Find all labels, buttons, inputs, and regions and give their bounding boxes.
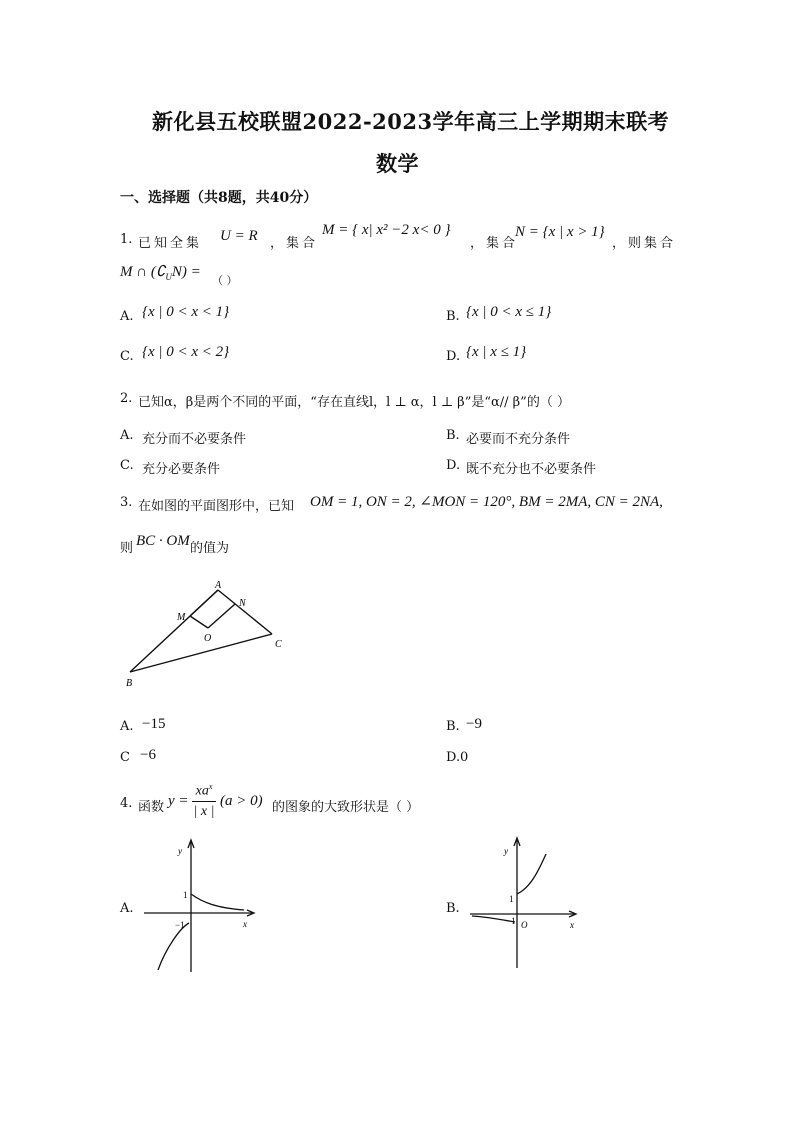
q4-graph-a: [140, 836, 270, 976]
q3-option-c: −6: [140, 747, 156, 763]
q4-number: 4.: [120, 796, 133, 811]
q1-expression: [120, 262, 201, 282]
graph-a-tick-neg1: −1: [175, 920, 185, 930]
q3-option-a-label: A.: [120, 719, 134, 734]
q4-numerator-text: xa: [195, 783, 209, 799]
q3-text-1: 在如图的平面图形中，已知: [138, 499, 295, 514]
graph-a-tick-1: 1: [183, 890, 188, 900]
q4-y-equals: y =: [168, 793, 189, 809]
label-O: O: [204, 633, 212, 644]
q1-option-d: {x | x ≤ 1}: [466, 344, 527, 360]
q1-option-d-label: D.: [446, 349, 461, 364]
q4-numerator: [192, 778, 216, 802]
q3-option-d-label: D.: [446, 750, 461, 765]
q4-graph-b: [466, 836, 596, 976]
q2-option-d: 既不充分也不必要条件: [466, 462, 597, 477]
q3-text-2: 则: [120, 541, 134, 556]
q2-option-a: 充分而不必要条件: [142, 432, 247, 447]
q1-set-N: N = {x | x > 1}: [515, 224, 605, 240]
q1-expr-main: M ∩ (∁: [120, 264, 166, 280]
q2-option-c: 充分必要条件: [142, 462, 221, 477]
graph-a-curve-right: [191, 894, 244, 910]
q3-conditions: OM = 1, ON = 2, ∠MON = 120°, BM = 2MA, CN = 2NA,: [310, 494, 663, 510]
q4-graph-b-label: B.: [446, 901, 460, 916]
q1-option-c: {x | 0 < x < 2}: [142, 344, 230, 360]
q1-number: 1.: [120, 232, 133, 247]
document-title: 新化县五校联盟2022-2023学年高三上学期期末联考: [152, 109, 670, 134]
q3-option-a: −15: [142, 716, 166, 732]
q1-text-4: ，则集合: [612, 236, 677, 251]
q2-option-d-label: D.: [446, 458, 461, 473]
label-M: M: [177, 612, 186, 623]
segment-MO: [190, 616, 208, 628]
graph-b-curve-right: [517, 854, 546, 894]
q1-option-a: {x | 0 < x < 1}: [142, 304, 230, 320]
q1-option-c-label: C.: [120, 349, 134, 364]
q3-triangle-figure: [118, 580, 298, 692]
segment-MA-inner: [190, 590, 218, 616]
q3-number: 3.: [120, 495, 133, 510]
q1-answer-paren: （ ）: [212, 274, 238, 287]
q2-option-b: 必要而不充分条件: [466, 432, 571, 447]
q1-expr-end: N) =: [171, 264, 201, 280]
q2-option-b-label: B.: [446, 428, 460, 443]
label-B: B: [126, 678, 133, 689]
q4-denominator: | x |: [193, 803, 215, 819]
q1-text-3: ，集合: [470, 236, 519, 251]
q2-option-c-label: C.: [120, 458, 134, 473]
q4-numerator-sup: x: [208, 782, 213, 791]
graph-b-tick-neg1: −1: [506, 916, 516, 926]
q1-universal-set: U = R: [220, 228, 258, 244]
q2-number: 2.: [120, 391, 133, 406]
q4-text-2: 的图象的大致形状是（ ）: [272, 800, 420, 815]
q1-text-2: ，集合: [270, 236, 319, 251]
q1-option-b-label: B.: [446, 309, 460, 324]
q4-text-1: 函数: [138, 800, 165, 815]
graph-b-x-label: x: [570, 920, 574, 930]
q3-option-b: −9: [466, 716, 482, 732]
q4-graph-a-label: A.: [120, 901, 134, 916]
subject-title: 数学: [376, 151, 419, 176]
label-C: C: [275, 639, 282, 650]
segment-ON: [208, 604, 235, 628]
q1-option-a-label: A.: [120, 309, 134, 324]
label-A: A: [215, 580, 222, 591]
q1-option-b: {x | 0 < x ≤ 1}: [466, 304, 552, 320]
graph-a-y-label: y: [178, 846, 182, 856]
label-N: N: [239, 598, 246, 609]
graph-b-y-label: y: [504, 846, 508, 856]
q4-condition: (a > 0): [220, 793, 263, 809]
q4-fraction: [192, 778, 216, 822]
graph-b-origin: O: [521, 920, 528, 930]
q3-expression: BC · OM: [136, 533, 190, 549]
q3-option-b-label: B.: [446, 719, 460, 734]
q1-text-1: 已知全集: [138, 236, 203, 251]
section-heading: 一、选择题（共8题，共40分）: [120, 190, 318, 206]
graph-a-x-label: x: [243, 919, 247, 929]
q3-option-d: 0: [460, 750, 469, 765]
q3-option-c-label: C: [120, 750, 130, 765]
q2-option-a-label: A.: [120, 428, 134, 443]
q1-set-M: M = { x| x² −2 x< 0 }: [322, 222, 451, 238]
q1-expr-sub: U: [165, 272, 172, 282]
q2-text: 已知α，β是两个不同的平面，“存在直线l，l ⊥ α，l ⊥ β”是“α// β”的（ ）: [138, 395, 570, 410]
graph-a-curve-left: [158, 923, 189, 970]
graph-b-tick-1: 1: [509, 894, 514, 904]
q3-text-3: 的值为: [190, 541, 230, 556]
